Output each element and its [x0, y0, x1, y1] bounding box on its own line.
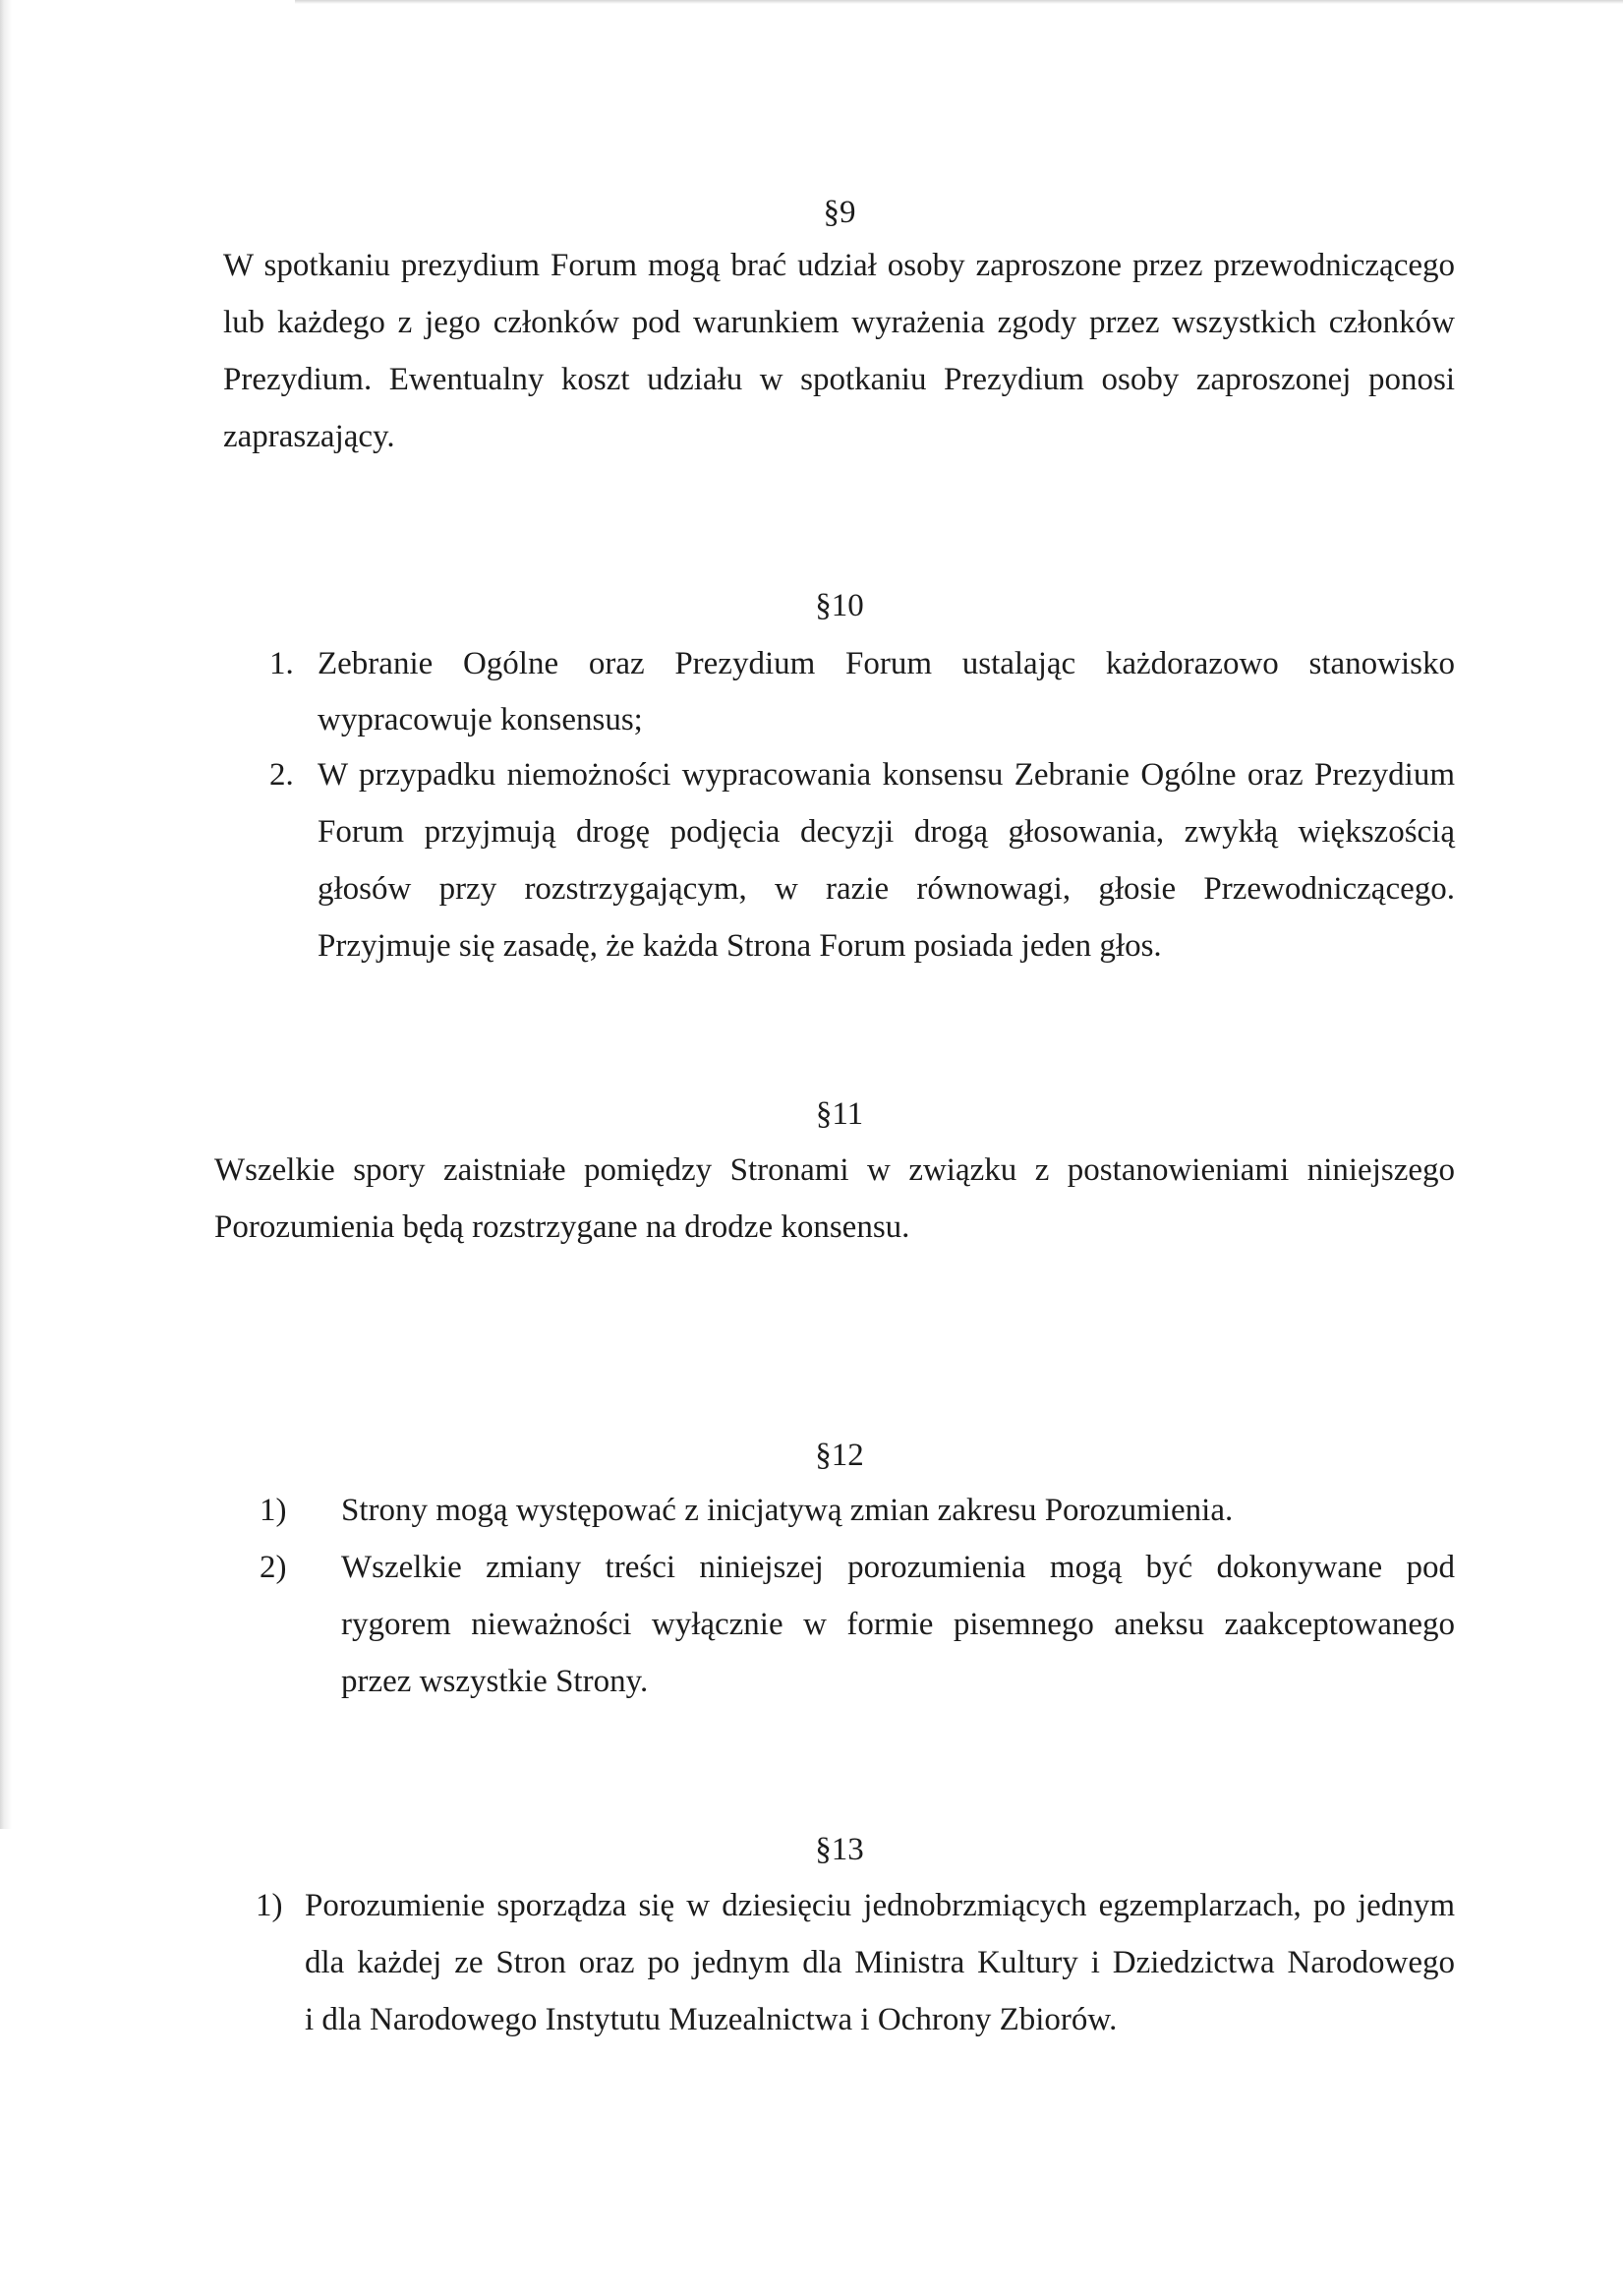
- list-item-number: 2.: [269, 757, 294, 793]
- list-item-line: Porozumienie sporządza się w dziesięciu jednobrzmiących egzemplarzach, po jednym: [305, 1888, 1455, 1923]
- paragraph-line: W spotkaniu prezydium Forum mogą brać udział osoby zaproszone przez przewodniczącego: [223, 248, 1455, 283]
- section-heading: §10: [815, 588, 864, 623]
- list-item-number: 1): [256, 1888, 283, 1923]
- list-item-line: Przyjmuje się zasadę, że każda Strona Forum posiada jeden głos.: [318, 928, 1162, 964]
- list-item-number: 1): [260, 1493, 287, 1528]
- paragraph-line: zapraszający.: [223, 419, 395, 454]
- section-heading: §11: [815, 1096, 864, 1132]
- list-item-number: 1.: [269, 646, 294, 681]
- list-item-line: Forum przyjmują drogę podjęcia decyzji drogą głosowania, zwykłą większością: [318, 814, 1455, 850]
- list-item-line: Strony mogą występować z inicjatywą zmian zakresu Porozumienia.: [341, 1493, 1234, 1528]
- paragraph-line: Wszelkie spory zaistniałe pomiędzy Stronami w związku z postanowieniami niniejszego: [214, 1152, 1455, 1188]
- list-item-number: 2): [260, 1550, 287, 1585]
- list-item-line: głosów przy rozstrzygającym, w razie równowagi, głosie Przewodniczącego.: [318, 871, 1455, 907]
- section-heading: §9: [823, 195, 856, 230]
- list-item-line: wypracowuje konsensus;: [318, 702, 643, 737]
- list-item-line: Zebranie Ogólne oraz Prezydium Forum ustalając każdorazowo stanowisko: [318, 646, 1455, 681]
- section-heading: §13: [815, 1832, 864, 1867]
- paragraph-line: Prezydium. Ewentualny koszt udziału w spotkaniu Prezydium osoby zaproszonej ponosi: [223, 362, 1455, 397]
- scan-edge-shadow-top: [295, 0, 1623, 4]
- paragraph-line: Porozumienia będą rozstrzygane na drodze konsensu.: [214, 1209, 910, 1245]
- paragraph-line: lub każdego z jego członków pod warunkiem wyrażenia zgody przez wszystkich członków: [223, 305, 1455, 340]
- list-item-line: przez wszystkie Strony.: [341, 1664, 649, 1699]
- list-item-line: rygorem nieważności wyłącznie w formie pisemnego aneksu zaakceptowanego: [341, 1607, 1455, 1642]
- list-item-line: W przypadku niemożności wypracowania konsensu Zebranie Ogólne oraz Prezydium: [318, 757, 1455, 793]
- list-item-line: Wszelkie zmiany treści niniejszej porozumienia mogą być dokonywane pod: [341, 1550, 1455, 1585]
- list-item-line: dla każdej ze Stron oraz po jednym dla Ministra Kultury i Dziedzictwa Narodowego: [305, 1945, 1455, 1980]
- list-item-line: i dla Narodowego Instytutu Muzealnictwa i Ochrony Zbiorów.: [305, 2002, 1118, 2037]
- section-heading: §12: [815, 1438, 864, 1473]
- scan-edge-shadow-left: [0, 0, 12, 1829]
